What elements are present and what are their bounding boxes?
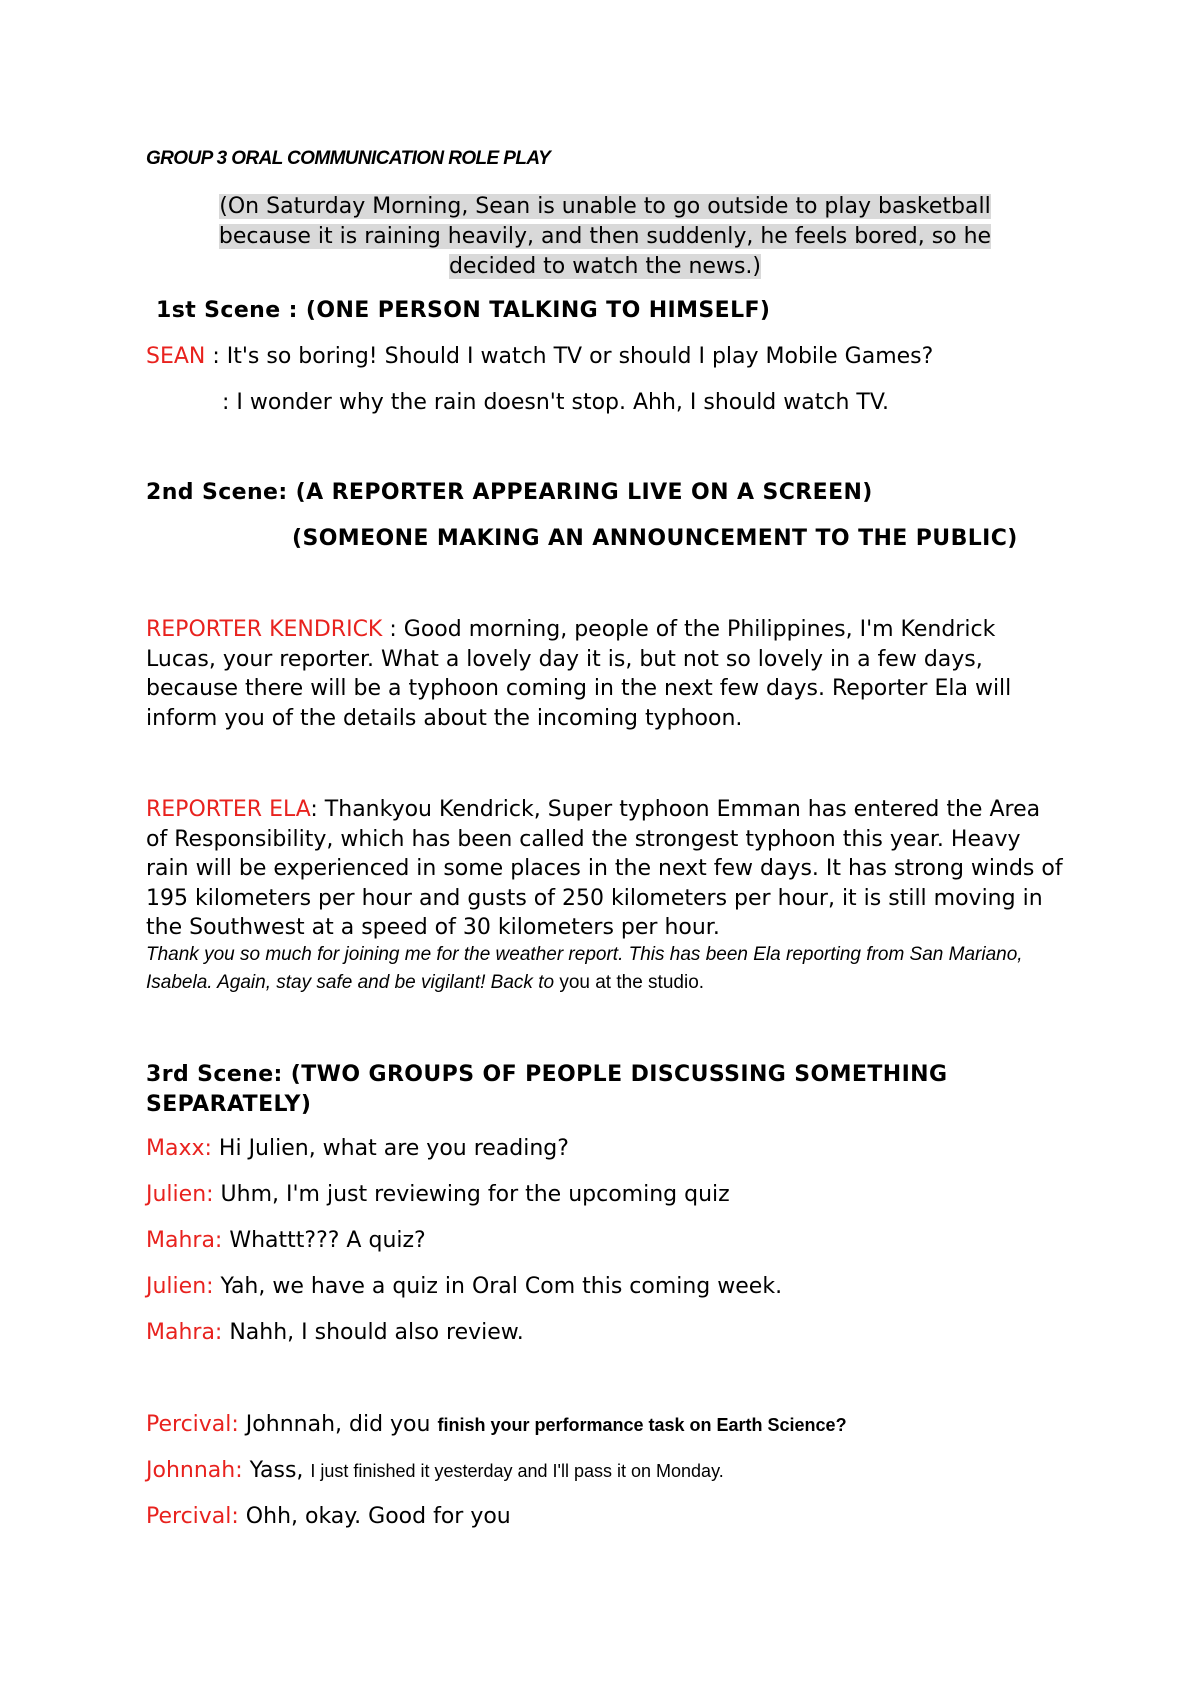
speaker-johnnah: Johnnah:	[146, 1458, 243, 1483]
line-text: Uhm, I'm just reviewing for the upcoming quiz	[213, 1182, 730, 1207]
kendrick-text: : Good morning, people of the Philippines, I'm Kendrick Lucas, your reporter. What a lovely day it is, but not so lovely in a few days, because there will be a typhoon coming in the next few days. Reporter Ela will inform you of the details about the incoming typhoon.	[146, 617, 1012, 731]
speaker-maxx: Maxx:	[146, 1136, 212, 1161]
speaker-ela: REPORTER ELA	[146, 797, 311, 822]
scene1-line1	[146, 342, 933, 372]
speaker-julien: Julien:	[146, 1274, 214, 1299]
line-text: Yass,	[242, 1458, 311, 1483]
dialogue-line	[146, 1318, 524, 1348]
intro-paragraph	[190, 192, 1020, 282]
ela-signoff-italic: Thank you so much for joining me for the weather report. This has been Ela reporting from San Mariano, Isabela. Again, stay safe and be vigilant! Back to	[146, 944, 1023, 993]
speaker-percival: Percival:	[146, 1412, 239, 1437]
line-text: : It's so boring! Should I watch TV or should I play Mobile Games?	[205, 344, 934, 369]
dialogue-line	[146, 1226, 426, 1256]
scene2-heading: 2nd Scene: (A REPORTER APPEARING LIVE ON A SCREEN)	[146, 480, 873, 505]
scene3-heading: 3rd Scene: (TWO GROUPS OF PEOPLE DISCUSSING SOMETHING SEPARATELY)	[146, 1062, 948, 1117]
ela-text: : Thankyou Kendrick, Super typhoon Emman has entered the Area of Responsibility, which has been called the strongest typhoon this year. Heavy rain will be experienced in some places in the next few days. It has strong winds of 195 kilometers per hour and gusts of 250 kilometers per hour, it is still moving in the Southwest at a speed of 30 kilometers per hour.	[146, 797, 1063, 940]
speaker-percival: Percival:	[146, 1504, 239, 1529]
dialogue-line	[146, 1410, 847, 1440]
scene2-subheading: (SOMEONE MAKING AN ANNOUNCEMENT TO THE PUBLIC)	[292, 526, 1018, 551]
speaker-julien: Julien:	[146, 1182, 214, 1207]
dialogue-line	[146, 1272, 782, 1302]
line-text: Hi Julien, what are you reading?	[211, 1136, 569, 1161]
ela-paragraph	[146, 795, 1066, 943]
ela-signoff-end: you at the studio.	[554, 972, 705, 993]
line-text: Nahh, I should also review.	[222, 1320, 524, 1345]
line-text-rest: I just finished it yesterday and I'll pass it on Monday.	[310, 1461, 724, 1481]
speaker-sean: SEAN	[146, 344, 206, 369]
speaker-kendrick: REPORTER KENDRICK	[146, 617, 383, 642]
scene1-line2: : I wonder why the rain doesn't stop. Ahh, I should watch TV.	[222, 390, 890, 415]
ela-signoff	[146, 941, 1066, 997]
line-text: Whattt??? A quiz?	[222, 1228, 426, 1253]
dialogue-line	[146, 1456, 724, 1486]
document-title: GROUP 3 ORAL COMMUNICATION ROLE PLAY	[146, 148, 551, 169]
dialogue-line	[146, 1180, 730, 1210]
speaker-mahra: Mahra:	[146, 1228, 223, 1253]
line-text: Johnnah, did you	[238, 1412, 438, 1437]
intro-highlight: (On Saturday Morning, Sean is unable to go outside to play basketball because it is raining heavily, and then suddenly, he feels bored, so he decided to watch the news.)	[218, 194, 992, 279]
line-text: Ohh, okay. Good for you	[238, 1504, 511, 1529]
scene1-heading: 1st Scene : (ONE PERSON TALKING TO HIMSELF)	[156, 298, 771, 323]
line-text: Yah, we have a quiz in Oral Com this coming week.	[213, 1274, 783, 1299]
line-text-rest: finish your performance task on Earth Science?	[437, 1415, 847, 1435]
speaker-mahra: Mahra:	[146, 1320, 223, 1345]
dialogue-line	[146, 1134, 569, 1164]
dialogue-line	[146, 1502, 511, 1532]
kendrick-paragraph	[146, 615, 1066, 733]
